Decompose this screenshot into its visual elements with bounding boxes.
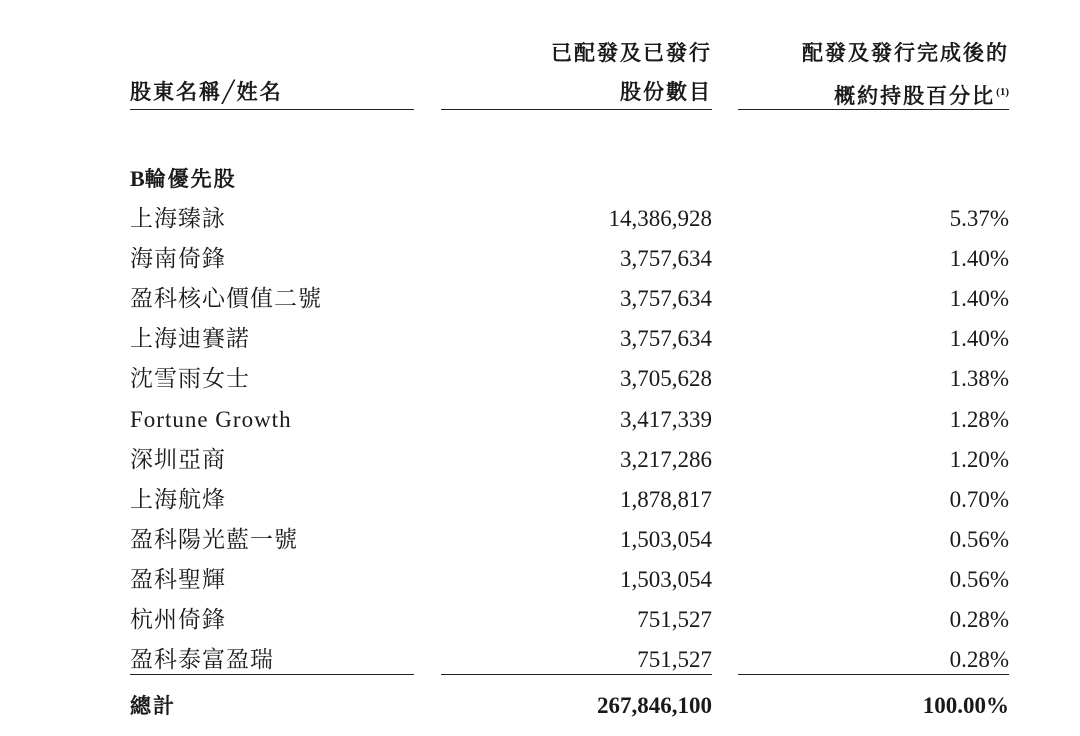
table-row bbox=[0, 520, 1080, 560]
percentage-cell: 1.38% bbox=[949, 366, 1009, 391]
total-overline-col1 bbox=[130, 674, 414, 675]
footnote-marker: (1) bbox=[996, 86, 1009, 98]
shares-cell: 14,386,928 bbox=[608, 206, 712, 231]
shares-cell: 3,217,286 bbox=[620, 447, 712, 472]
total-overline-col2 bbox=[441, 674, 712, 675]
column-header-shares-line1: 已配發及已發行 bbox=[551, 41, 712, 65]
total-row bbox=[0, 686, 1080, 726]
shares-cell: 751,527 bbox=[637, 647, 712, 672]
percentage-cell: 0.70% bbox=[949, 487, 1009, 512]
total-label: 總計 bbox=[130, 694, 176, 718]
column-header-percentage-line2 bbox=[834, 79, 1009, 109]
section-title-prefix: B bbox=[130, 166, 145, 191]
shareholder-name-cell: 上海臻詠 bbox=[130, 206, 226, 231]
shareholder-name-cell: 盈科陽光藍一號 bbox=[130, 527, 298, 552]
table-row bbox=[0, 319, 1080, 359]
shareholder-name-cell: Fortune Growth bbox=[130, 407, 292, 432]
percentage-cell: 0.28% bbox=[949, 647, 1009, 672]
table-row bbox=[0, 600, 1080, 640]
header-underline-col3 bbox=[738, 109, 1009, 110]
table-row bbox=[0, 400, 1080, 440]
shares-cell: 3,705,628 bbox=[620, 366, 712, 391]
table-row bbox=[0, 359, 1080, 399]
section-title bbox=[130, 163, 237, 195]
percentage-cell: 1.40% bbox=[949, 246, 1009, 271]
percentage-cell: 1.28% bbox=[949, 407, 1009, 432]
shares-cell: 3,417,339 bbox=[620, 407, 712, 432]
shareholder-name-cell: 海南倚鋒 bbox=[130, 246, 226, 271]
section-title-text: 輪優先股 bbox=[144, 167, 237, 191]
percentage-cell: 1.40% bbox=[949, 326, 1009, 351]
header-underline-col1 bbox=[130, 109, 414, 110]
percentage-cell: 0.56% bbox=[949, 527, 1009, 552]
shareholder-name-cell: 上海航烽 bbox=[130, 487, 226, 512]
shares-cell: 751,527 bbox=[637, 607, 712, 632]
table-row bbox=[0, 279, 1080, 319]
shareholder-name-cell: 盈科泰富盈瑞 bbox=[130, 647, 274, 672]
table-row bbox=[0, 440, 1080, 480]
total-overline-col3 bbox=[738, 674, 1009, 675]
shareholder-name-cell: 上海迪賽諾 bbox=[130, 326, 250, 351]
percentage-cell: 0.56% bbox=[949, 567, 1009, 592]
shares-cell: 1,878,817 bbox=[620, 487, 712, 512]
column-header-shareholder-name: 股東名稱╱姓名 bbox=[130, 80, 283, 104]
shares-cell: 1,503,054 bbox=[620, 527, 712, 552]
column-header-percentage-line1: 配發及發行完成後的 bbox=[802, 41, 1009, 65]
total-shares: 267,846,100 bbox=[597, 693, 712, 718]
shares-cell: 1,503,054 bbox=[620, 567, 712, 592]
table-row bbox=[0, 239, 1080, 279]
percentage-cell: 5.37% bbox=[949, 206, 1009, 231]
percentage-cell: 0.28% bbox=[949, 607, 1009, 632]
table-row bbox=[0, 560, 1080, 600]
shareholder-name-cell: 杭州倚鋒 bbox=[130, 607, 226, 632]
header-underline-col2 bbox=[441, 109, 712, 110]
shares-cell: 3,757,634 bbox=[620, 286, 712, 311]
shareholder-name-cell: 盈科聖輝 bbox=[130, 567, 226, 592]
table-row bbox=[0, 480, 1080, 520]
shareholder-name-cell: 深圳亞商 bbox=[130, 447, 226, 472]
column-header-percentage-text: 概約持股百分比 bbox=[834, 84, 996, 108]
shareholder-name-cell: 盈科核心價值二號 bbox=[130, 286, 322, 311]
shares-cell: 3,757,634 bbox=[620, 246, 712, 271]
column-header-shares-line2: 股份數目 bbox=[620, 80, 712, 104]
total-percentage: 100.00% bbox=[922, 693, 1009, 718]
shareholder-name-cell: 沈雪雨女士 bbox=[130, 366, 250, 391]
shares-cell: 3,757,634 bbox=[620, 326, 712, 351]
percentage-cell: 1.20% bbox=[949, 447, 1009, 472]
percentage-cell: 1.40% bbox=[949, 286, 1009, 311]
table-row bbox=[0, 199, 1080, 239]
